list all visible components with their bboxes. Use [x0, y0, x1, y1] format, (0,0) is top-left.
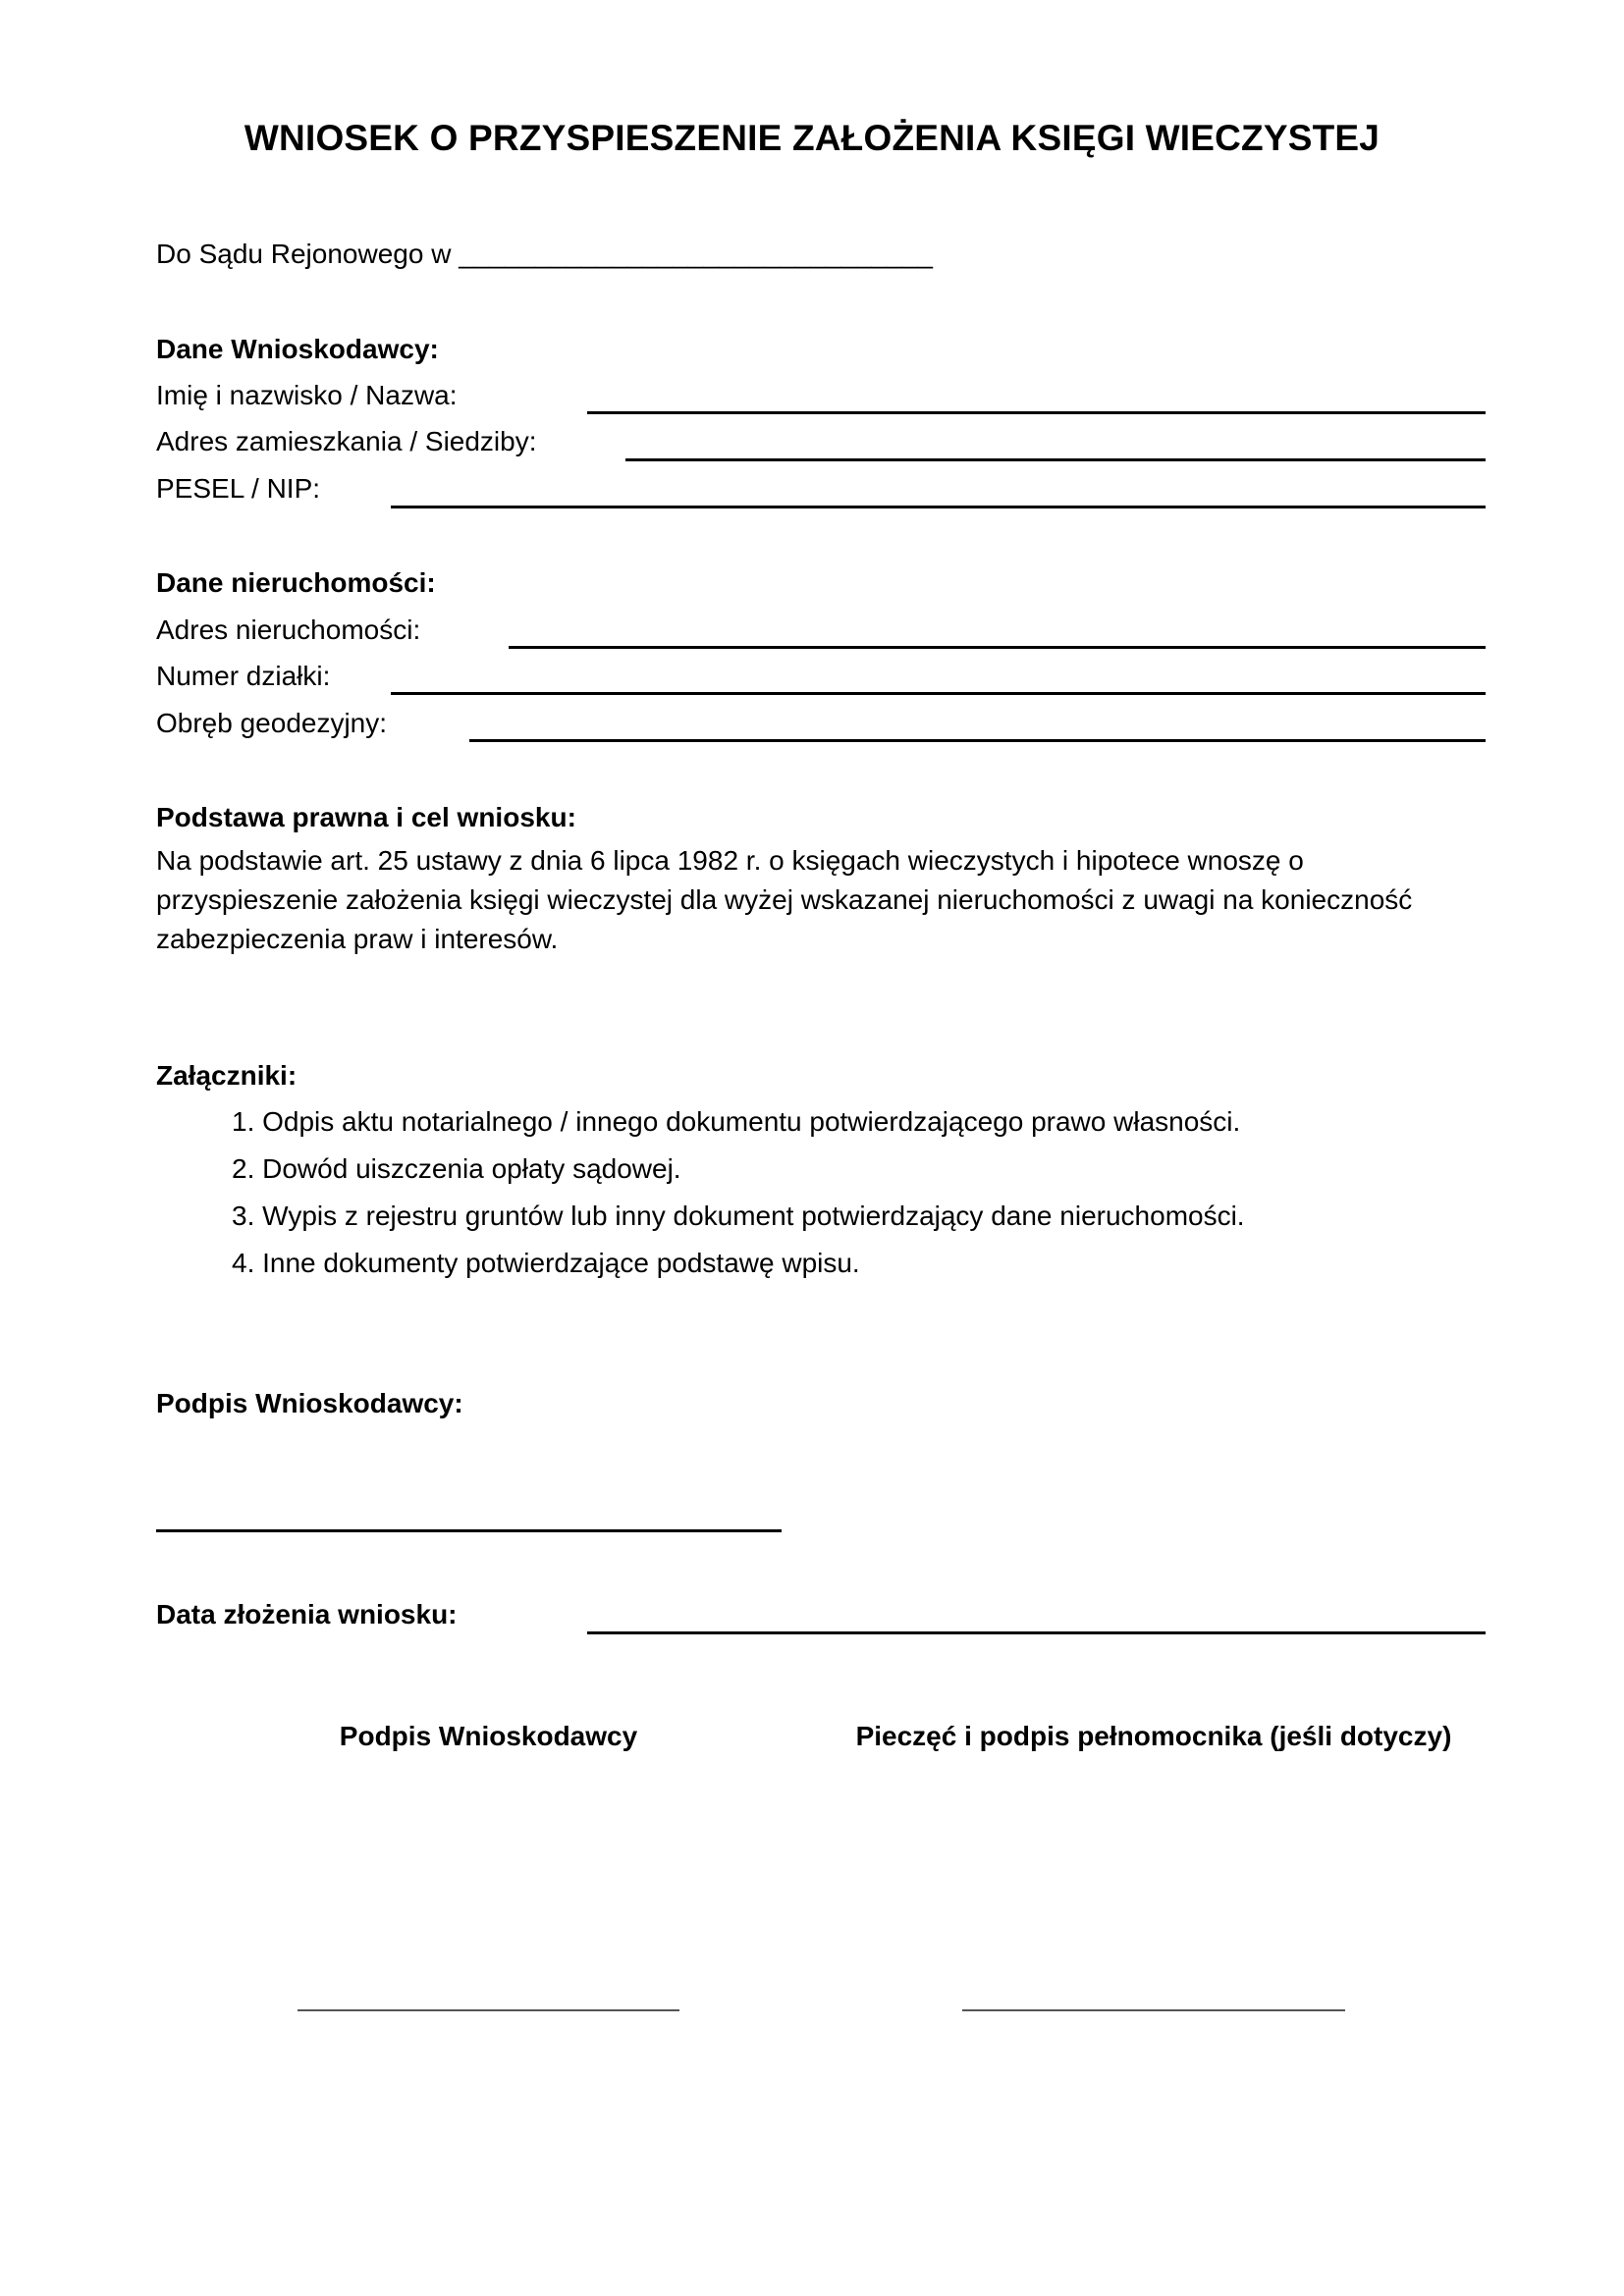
- plot-number-label: Numer działki:: [156, 661, 331, 691]
- property-heading: Dane nieruchomości:: [156, 567, 436, 598]
- attachment-item: 4. Inne dokumenty potwierdzające podstawę wpisu.: [232, 1248, 860, 1278]
- applicant-address-field[interactable]: [625, 458, 1486, 461]
- attachment-item: 3. Wypis z rejestru gruntów lub inny dokument potwierdzający dane nieruchomości.: [232, 1201, 1245, 1231]
- legal-basis-heading: Podstawa prawna i cel wniosku:: [156, 802, 576, 832]
- legal-basis-text: Na podstawie art. 25 ustawy z dnia 6 lipca 1982 r. o księgach wieczystych i hipotece wnoszę o przyspieszenie założenia księgi wieczystej dla wyżej wskazanej nieruchomości z uwagi na konieczność zabezpieczenia praw i interesów.: [156, 845, 1413, 954]
- plot-number-field[interactable]: [391, 692, 1486, 695]
- date-label: Data złożenia wniosku:: [156, 1599, 458, 1629]
- signature-heading: Podpis Wnioskodawcy:: [156, 1388, 463, 1418]
- attorney-signature-caption: Pieczęć i podpis pełnomocnika (jeśli dotyczy): [855, 1721, 1452, 1751]
- date-field[interactable]: [587, 1631, 1486, 1634]
- applicant-id-field[interactable]: [391, 506, 1486, 508]
- document-title: WNIOSEK O PRZYSPIESZENIE ZAŁOŻENIA KSIĘGI WIECZYSTEJ: [244, 118, 1380, 158]
- attachment-item: 2. Dowód uiszczenia opłaty sądowej.: [232, 1153, 681, 1184]
- court-line: Do Sądu Rejonowego w _______________________________: [156, 239, 933, 269]
- applicant-signature-caption: Podpis Wnioskodawcy: [339, 1721, 638, 1751]
- property-address-label: Adres nieruchomości:: [156, 614, 421, 645]
- applicant-heading: Dane Wnioskodawcy:: [156, 334, 439, 364]
- precinct-field[interactable]: [469, 739, 1486, 742]
- applicant-signature-line[interactable]: [298, 2009, 679, 2011]
- attachment-item: 1. Odpis aktu notarialnego / innego dokumentu potwierdzającego prawo własności.: [232, 1106, 1241, 1137]
- precinct-label: Obręb geodezyjny:: [156, 708, 388, 738]
- attachments-heading: Załączniki:: [156, 1060, 298, 1091]
- applicant-name-field[interactable]: [587, 411, 1486, 414]
- signature-field[interactable]: [156, 1529, 782, 1532]
- property-address-field[interactable]: [509, 646, 1486, 649]
- applicant-id-label: PESEL / NIP:: [156, 473, 321, 504]
- applicant-address-label: Adres zamieszkania / Siedziby:: [156, 426, 537, 456]
- applicant-name-label: Imię i nazwisko / Nazwa:: [156, 380, 458, 410]
- attorney-signature-line[interactable]: [962, 2009, 1345, 2011]
